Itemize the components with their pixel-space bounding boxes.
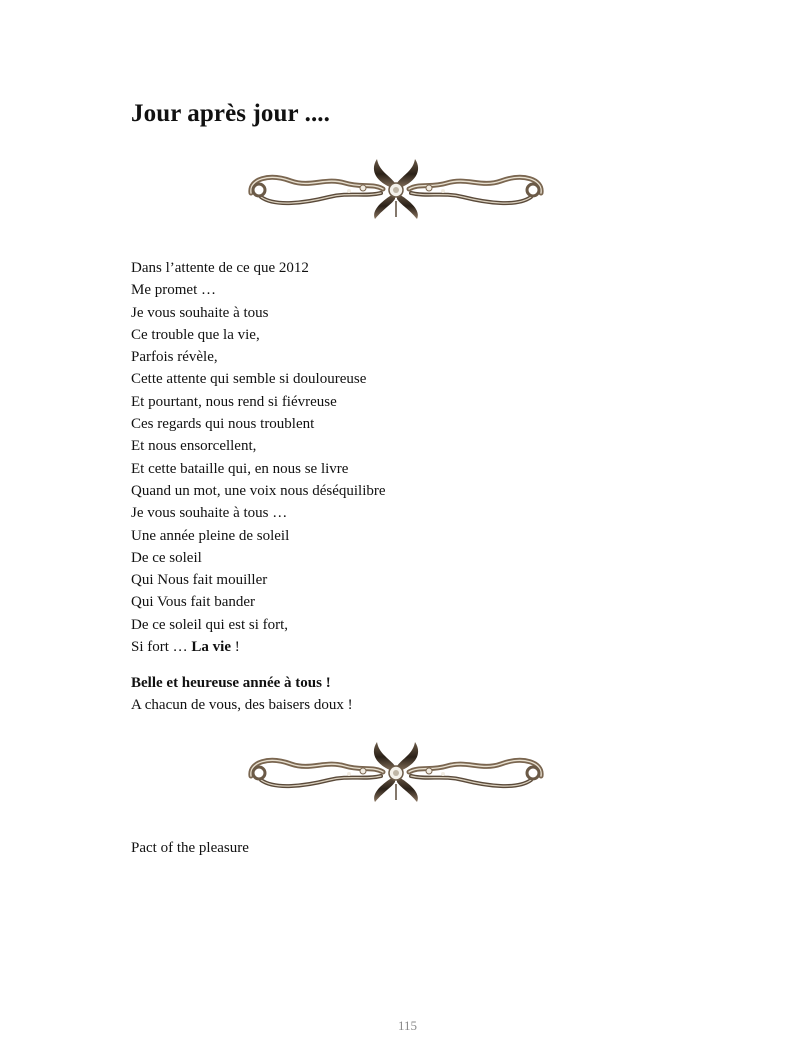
poem-line: Me promet … [131, 282, 216, 299]
closing-line: A chacun de vous, des baisers doux ! [131, 697, 353, 714]
poem-line: Quand un mot, une voix nous déséquilibre [131, 482, 386, 499]
poem-body [131, 257, 386, 658]
poem-line: Je vous souhaite à tous … [131, 505, 288, 522]
decorative-flourish-icon [245, 153, 547, 221]
poem-line: Et pourtant, nous rend si fiévreuse [131, 393, 337, 410]
poem-line: Je vous souhaite à tous [131, 304, 269, 321]
poem-line: Et cette bataille qui, en nous se livre [131, 460, 349, 477]
poem-line: Ce trouble que la vie, [131, 326, 260, 343]
last-line-emphasis: La vie [191, 639, 232, 656]
poem-line: Ces regards qui nous troublent [131, 416, 315, 433]
last-line-prefix: Si fort … [131, 639, 192, 656]
page-number: 115 [397, 1018, 418, 1033]
poem-line: Et nous ensorcellent, [131, 438, 257, 455]
poem-line: Dans l’attente de ce que 2012 [131, 260, 309, 276]
poem-line: De ce soleil [131, 549, 202, 566]
page-title: Jour après jour .... [131, 100, 330, 127]
poem-line: De ce soleil qui est si fort, [131, 616, 289, 633]
poem-last-line [131, 636, 386, 658]
signature-text: Pact of the pleasure [131, 840, 249, 856]
poem-line: Qui Nous fait mouiller [131, 572, 268, 589]
poem-line: Parfois révèle, [131, 349, 218, 366]
decorative-flourish-icon [245, 736, 547, 804]
closing-message [131, 672, 353, 717]
last-line-suffix: ! [231, 639, 240, 656]
poem-line: Cette attente qui semble si douloureuse [131, 371, 367, 388]
closing-bold-line: Belle et heureuse année à tous ! [131, 675, 331, 691]
poem-line: Une année pleine de soleil [131, 527, 290, 544]
poem-line: Qui Vous fait bander [131, 594, 256, 611]
